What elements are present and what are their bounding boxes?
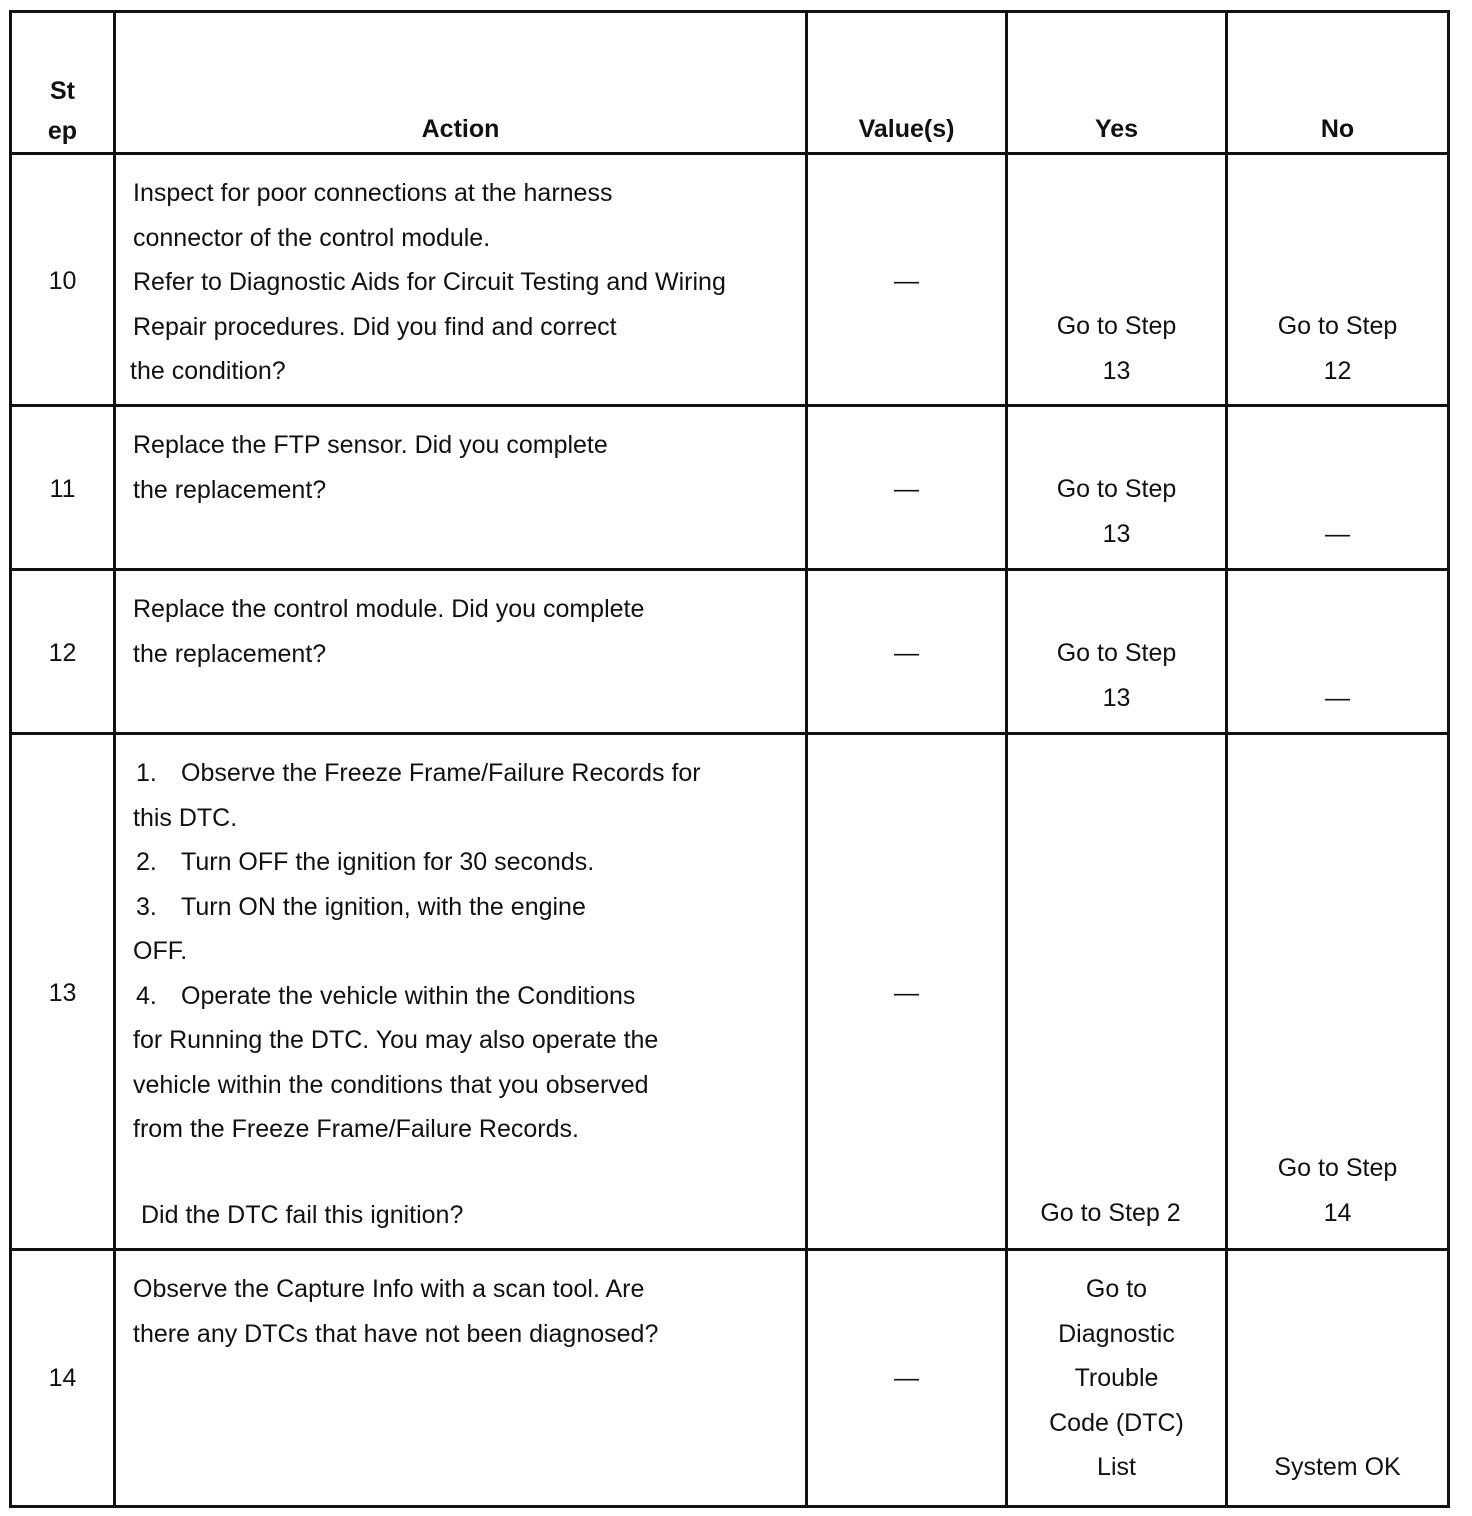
value-cell: —	[807, 154, 1007, 406]
yes-cell: Go to Step 13	[1007, 570, 1227, 734]
action-cell: Observe the Capture Info with a scan tool. Are there any DTCs that have not been diagnosed?	[115, 1250, 807, 1507]
list-item: 1. Observe the Freeze Frame/Failure Records for	[136, 759, 701, 787]
step-cell: 11	[11, 406, 115, 570]
no-cell: Go to Step 14	[1227, 734, 1449, 1250]
action-cell: Replace the FTP sensor. Did you complete the replacement?	[115, 406, 807, 570]
header-values: Value(s)	[807, 12, 1007, 154]
list-item: 2. Turn OFF the ignition for 30 seconds.	[136, 848, 595, 876]
yes-cell: Go to Step 13	[1007, 406, 1227, 570]
yes-cell: Go to Diagnostic Trouble Code (DTC) List	[1007, 1250, 1227, 1507]
step-cell: 13	[11, 734, 115, 1250]
value-cell: —	[807, 570, 1007, 734]
no-cell: —	[1227, 406, 1449, 570]
yes-cell: Go to Step 13	[1007, 154, 1227, 406]
table-row	[11, 154, 1449, 406]
value-cell: —	[807, 734, 1007, 1250]
no-cell: System OK	[1227, 1250, 1449, 1507]
table-row	[11, 406, 1449, 570]
list-item: 4. Operate the vehicle within the Conditions	[136, 981, 636, 1010]
step-cell: 12	[11, 570, 115, 734]
diagnostic-table	[9, 10, 1450, 1508]
no-cell: Go to Step 12	[1227, 154, 1449, 406]
header-action: Action	[115, 12, 807, 154]
action-cell: 1. Observe the Freeze Frame/Failure Records for this DTC. 2. Turn OFF the ignition for 30 seconds. 3. Turn ON the ignition, with the engine OFF. 4. Operate the vehicle within the Conditions for Running the DTC. You may also operate the vehicle within the conditions that you observed from the Freeze Frame/Failure Records. Did the DTC fail this ignition?	[115, 734, 807, 1250]
header-no: No	[1227, 12, 1449, 154]
header-step: St ep	[11, 12, 115, 154]
step-cell: 10	[11, 154, 115, 406]
table-row	[11, 570, 1449, 734]
header-yes: Yes	[1007, 12, 1227, 154]
no-cell: —	[1227, 570, 1449, 734]
table-row	[11, 1250, 1449, 1507]
step-cell: 14	[11, 1250, 115, 1507]
header-row	[11, 12, 1449, 154]
yes-cell: Go to Step 2	[1007, 734, 1227, 1250]
action-cell: Inspect for poor connections at the harness connector of the control module. Refer to Diagnostic Aids for Circuit Testing and Wiring Repair procedures. Did you find and correct the condition?	[115, 154, 807, 406]
table-row	[11, 734, 1449, 1250]
value-cell: —	[807, 406, 1007, 570]
value-cell: —	[807, 1250, 1007, 1507]
list-item: 3. Turn ON the ignition, with the engine	[136, 892, 586, 921]
question-text: Did the DTC fail this ignition?	[141, 1200, 464, 1229]
action-cell: Replace the control module. Did you complete the replacement?	[115, 570, 807, 734]
